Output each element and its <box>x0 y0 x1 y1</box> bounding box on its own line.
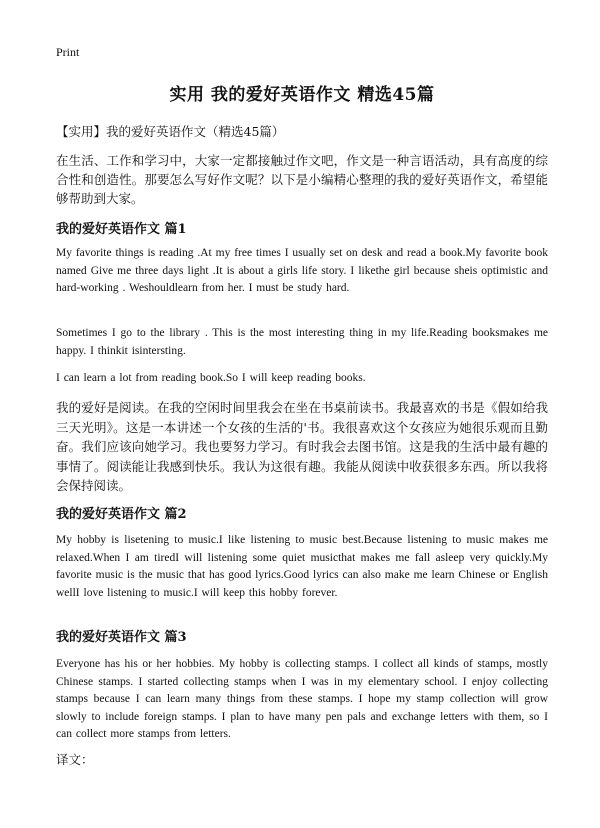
print-link[interactable]: Print <box>56 45 80 59</box>
essay-1-paragraph-2: Sometimes I go to the library . This is the most interesting thing in my life.Reading booksmakes me happy. I thinkit isintersting. <box>56 327 548 357</box>
essay-1-translation: 我的爱好是阅读。在我的空闲时间里我会在坐在书桌前读书。我最喜欢的书是《假如给我三天光明》。这是一本讲述一个女孩的生活的'书。我很喜欢这个女孩应为她很乐观而且勤奋。我们应该向她学习。我也要努力学习。有时我会去图书馆。这是我的生活中最有趣的事情了。阅读能让我感到快乐。我认为这很有趣。我能从阅读中收获很多东西。所以我将会保持阅读。 <box>56 400 548 493</box>
section-heading-1: 我的爱好英语作文 篇1 <box>56 222 187 237</box>
essay-1-paragraph-1: My favorite things is reading .At my free times I usually set on desk and read a book.My favorite book named Give me three days light .It is about a girls life story. I likethe girl because sheis optimistic and hard-working . Weshouldlearn from her. I must be study hard. <box>56 247 548 294</box>
page-title: 实用 我的爱好英语作文 精选45篇 <box>169 85 435 105</box>
translation-label: 译文： <box>56 752 94 767</box>
intro-paragraph: 在生活、工作和学习中，大家一定都接触过作文吧，作文是一种言语活动，具有高度的综合性和创造性。那要怎么写好作文呢？以下是小编精心整理的我的爱好英语作文，希望能够帮助到大家。 <box>56 153 548 206</box>
essay-2-paragraph-1: My hobby is lisetening to music.I like listening to music best.Because listening to music makes me relaxed.When I am tiredI will listening some quiet musicthat makes me fall asleep very quickly.My favorite music is the music that has good lyrics.Good lyrics can also make me learn Chinese or English wellI love listening to music.I will keep this hobby forever. <box>56 534 548 599</box>
essay-1-paragraph-3: I can learn a lot from reading book.So I will keep reading books. <box>56 372 366 384</box>
essay-3-paragraph-1: Everyone has his or her hobbies. My hobby is collecting stamps. I collect all kinds of stamps, mostly Chinese stamps. I started collecting stamps when I was in my elementary school. I enjoy collecting stamps because I can learn many things from these stamps. I hope my stamp collection will grow slowly to include foreign stamps. I plan to have many pen pals and exchange letters with them, so I can collect more stamps from letters. <box>56 658 548 740</box>
section-heading-2: 我的爱好英语作文 篇2 <box>56 507 187 522</box>
section-heading-3: 我的爱好英语作文 篇3 <box>56 630 187 645</box>
article-subtitle: 【实用】我的爱好英语作文（精选45篇） <box>56 124 285 139</box>
